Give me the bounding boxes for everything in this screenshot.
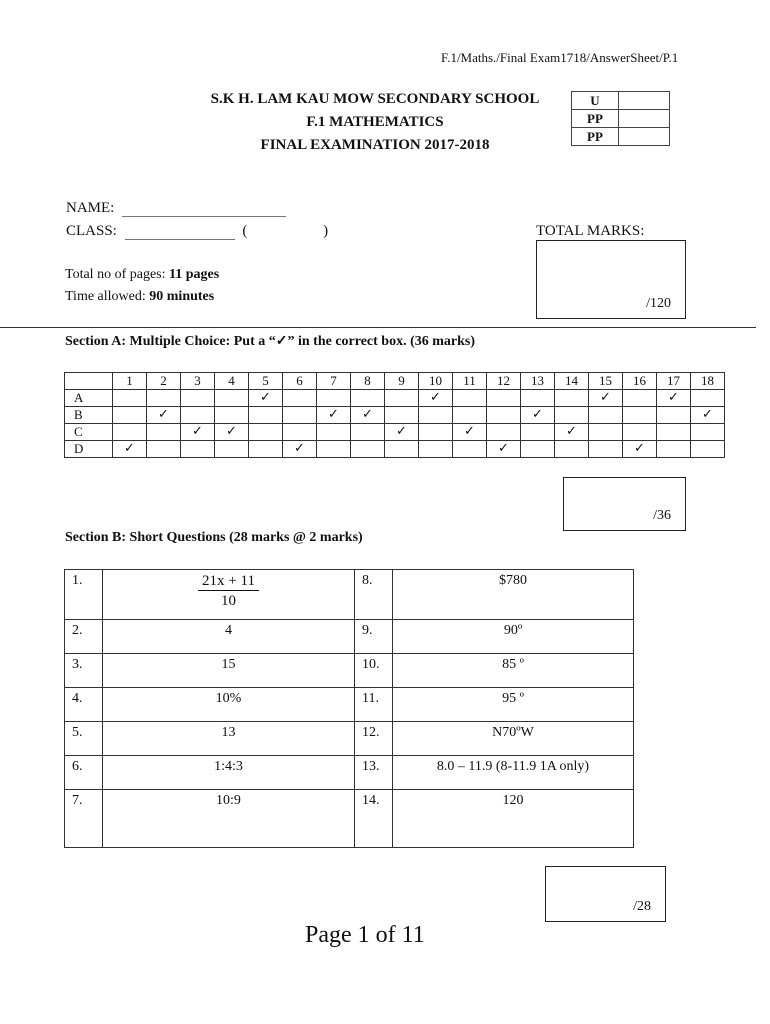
question-number: 6. xyxy=(65,756,103,790)
question-number: 13 xyxy=(521,373,555,390)
answer-cell xyxy=(283,390,317,407)
class-blank xyxy=(125,239,235,240)
option-label: A xyxy=(65,390,113,407)
answer-cell xyxy=(589,424,623,441)
total-marks-box xyxy=(536,240,686,319)
answer-check-mark: ✓ xyxy=(657,390,691,407)
question-number: 10 xyxy=(419,373,453,390)
question-number: 3 xyxy=(181,373,215,390)
answer-check-mark: ✓ xyxy=(623,441,657,458)
answer-value: 120 xyxy=(393,790,634,848)
answer-cell xyxy=(589,407,623,424)
class-number-open: ( xyxy=(242,223,248,239)
answer-cell xyxy=(351,424,385,441)
name-field xyxy=(66,200,286,217)
answer-check-mark: ✓ xyxy=(385,424,419,441)
document-reference: F.1/Maths./Final Exam1718/AnswerSheet/P.1 xyxy=(441,50,679,65)
answer-value: 1:4:3 xyxy=(103,756,355,790)
pages-label: Total no of pages: xyxy=(65,267,166,282)
answer-cell xyxy=(147,424,181,441)
question-number: 8 xyxy=(351,373,385,390)
table-row xyxy=(65,570,634,620)
answer-cell xyxy=(419,424,453,441)
answer-cell xyxy=(419,407,453,424)
marker-code: U xyxy=(572,92,619,110)
class-number-close: ) xyxy=(323,223,329,239)
marker-code-table xyxy=(571,91,670,146)
marker-code-value xyxy=(619,110,670,128)
school-name: S.K H. LAM KAU MOW SECONDARY SCHOOL xyxy=(210,91,540,107)
answer-check-mark: ✓ xyxy=(283,441,317,458)
answer-value: 4 xyxy=(103,620,355,654)
total-marks-out-of: /120 xyxy=(646,296,671,311)
question-number: 5. xyxy=(65,722,103,756)
question-number: 15 xyxy=(589,373,623,390)
question-number: 16 xyxy=(623,373,657,390)
question-number: 2 xyxy=(147,373,181,390)
answer-value: 85 º xyxy=(393,654,634,688)
fraction-numerator: 21x + 11 xyxy=(198,573,259,591)
answer-cell xyxy=(181,441,215,458)
answer-check-mark: ✓ xyxy=(249,390,283,407)
question-number: 3. xyxy=(65,654,103,688)
answer-check-mark: ✓ xyxy=(555,424,589,441)
time-info xyxy=(65,289,214,305)
question-number: 13. xyxy=(355,756,393,790)
answer-check-mark: ✓ xyxy=(691,407,725,424)
answer-cell xyxy=(385,407,419,424)
answer-cell xyxy=(487,424,521,441)
answer-cell xyxy=(317,441,351,458)
name-blank xyxy=(122,216,286,217)
page-number: Page 1 of 11 xyxy=(305,922,425,948)
answer-cell xyxy=(453,390,487,407)
answer-cell xyxy=(147,390,181,407)
question-number: 10. xyxy=(355,654,393,688)
table-row xyxy=(65,790,634,848)
answer-cell xyxy=(555,407,589,424)
section-divider xyxy=(0,327,756,328)
question-number: 11 xyxy=(453,373,487,390)
question-number: 9. xyxy=(355,620,393,654)
answer-cell xyxy=(283,424,317,441)
answer-cell xyxy=(249,407,283,424)
answer-value: 95 º xyxy=(393,688,634,722)
answer-cell xyxy=(113,407,147,424)
table-row xyxy=(65,756,634,790)
answer-cell xyxy=(113,390,147,407)
table-row xyxy=(65,722,634,756)
answer-fraction-cell xyxy=(103,570,355,620)
answer-cell xyxy=(317,390,351,407)
answer-cell xyxy=(657,424,691,441)
answer-cell xyxy=(623,424,657,441)
question-number: 7 xyxy=(317,373,351,390)
multiple-choice-grid xyxy=(64,372,725,458)
option-label: B xyxy=(65,407,113,424)
answer-cell xyxy=(181,390,215,407)
section-a-title: Section A: Multiple Choice: Put a “✓” in the correct box. (36 marks) xyxy=(65,334,476,349)
question-number: 2. xyxy=(65,620,103,654)
answer-cell xyxy=(521,441,555,458)
fraction-answer xyxy=(198,573,259,610)
question-number: 12 xyxy=(487,373,521,390)
question-number: 4 xyxy=(215,373,249,390)
answer-cell xyxy=(215,407,249,424)
question-number: 4. xyxy=(65,688,103,722)
answer-value: $780 xyxy=(393,570,634,620)
marker-code: PP xyxy=(572,128,619,146)
exam-title: FINAL EXAMINATION 2017-2018 xyxy=(260,137,490,153)
question-number: 12. xyxy=(355,722,393,756)
answer-cell xyxy=(555,390,589,407)
question-number: 7. xyxy=(65,790,103,848)
total-marks-label: TOTAL MARKS: xyxy=(536,223,645,239)
answer-cell xyxy=(657,441,691,458)
section-b-out-of: /28 xyxy=(633,899,651,914)
answer-check-mark: ✓ xyxy=(521,407,555,424)
answer-check-mark: ✓ xyxy=(147,407,181,424)
answer-cell xyxy=(351,441,385,458)
answer-cell xyxy=(181,407,215,424)
subject-title: F.1 MATHEMATICS xyxy=(306,114,444,130)
answer-cell xyxy=(691,390,725,407)
answer-cell xyxy=(385,441,419,458)
time-label: Time allowed: xyxy=(65,289,146,304)
answer-cell xyxy=(215,390,249,407)
answer-check-mark: ✓ xyxy=(113,441,147,458)
answer-check-mark: ✓ xyxy=(589,390,623,407)
answer-value: 10:9 xyxy=(103,790,355,848)
answer-cell xyxy=(657,407,691,424)
answer-check-mark: ✓ xyxy=(181,424,215,441)
answer-cell xyxy=(283,407,317,424)
answer-cell xyxy=(487,390,521,407)
option-label: C xyxy=(65,424,113,441)
answer-cell xyxy=(521,424,555,441)
question-number: 11. xyxy=(355,688,393,722)
grid-corner xyxy=(65,373,113,390)
question-number: 1 xyxy=(113,373,147,390)
marker-code-value xyxy=(619,128,670,146)
answer-cell xyxy=(487,407,521,424)
question-number: 14. xyxy=(355,790,393,848)
answer-cell xyxy=(385,390,419,407)
class-label: CLASS: xyxy=(66,223,117,239)
section-a-out-of: /36 xyxy=(653,508,671,523)
answer-cell xyxy=(249,424,283,441)
marker-code-value xyxy=(619,92,670,110)
answer-cell xyxy=(521,390,555,407)
pages-info xyxy=(65,267,219,283)
answer-check-mark: ✓ xyxy=(317,407,351,424)
fraction-denominator: 10 xyxy=(221,593,236,609)
answer-value: 8.0 – 11.9 (8-11.9 1A only) xyxy=(393,756,634,790)
answer-cell xyxy=(147,441,181,458)
table-row xyxy=(65,620,634,654)
answer-value: 10% xyxy=(103,688,355,722)
answer-check-mark: ✓ xyxy=(453,424,487,441)
answer-cell xyxy=(453,407,487,424)
time-value: 90 minutes xyxy=(149,289,215,304)
answer-cell xyxy=(453,441,487,458)
question-number: 6 xyxy=(283,373,317,390)
class-field xyxy=(66,223,328,240)
question-number: 17 xyxy=(657,373,691,390)
answer-value: 15 xyxy=(103,654,355,688)
answer-check-mark: ✓ xyxy=(487,441,521,458)
table-row xyxy=(65,654,634,688)
section-b-score-box xyxy=(545,866,666,922)
answer-cell xyxy=(351,390,385,407)
answer-cell xyxy=(589,441,623,458)
question-number: 9 xyxy=(385,373,419,390)
option-label: D xyxy=(65,441,113,458)
answer-cell xyxy=(691,424,725,441)
answer-cell xyxy=(113,424,147,441)
answer-cell xyxy=(317,424,351,441)
answer-cell xyxy=(623,390,657,407)
answer-cell xyxy=(249,441,283,458)
section-b-title: Section B: Short Questions (28 marks @ 2 marks) xyxy=(65,530,363,545)
question-number: 8. xyxy=(355,570,393,620)
answer-check-mark: ✓ xyxy=(419,390,453,407)
answer-value: N70ºW xyxy=(393,722,634,756)
table-row xyxy=(65,688,634,722)
answer-value: 13 xyxy=(103,722,355,756)
section-a-score-box xyxy=(563,477,686,531)
question-number: 18 xyxy=(691,373,725,390)
answer-cell xyxy=(215,441,249,458)
answer-value: 90º xyxy=(393,620,634,654)
answer-cell xyxy=(691,441,725,458)
marker-code: PP xyxy=(572,110,619,128)
name-label: NAME: xyxy=(66,200,115,216)
answer-cell xyxy=(419,441,453,458)
short-questions-table xyxy=(64,569,634,848)
answer-check-mark: ✓ xyxy=(351,407,385,424)
answer-cell xyxy=(623,407,657,424)
question-number: 5 xyxy=(249,373,283,390)
answer-check-mark: ✓ xyxy=(215,424,249,441)
answer-cell xyxy=(555,441,589,458)
question-number: 1. xyxy=(65,570,103,620)
pages-value: 11 pages xyxy=(169,267,220,282)
question-number: 14 xyxy=(555,373,589,390)
